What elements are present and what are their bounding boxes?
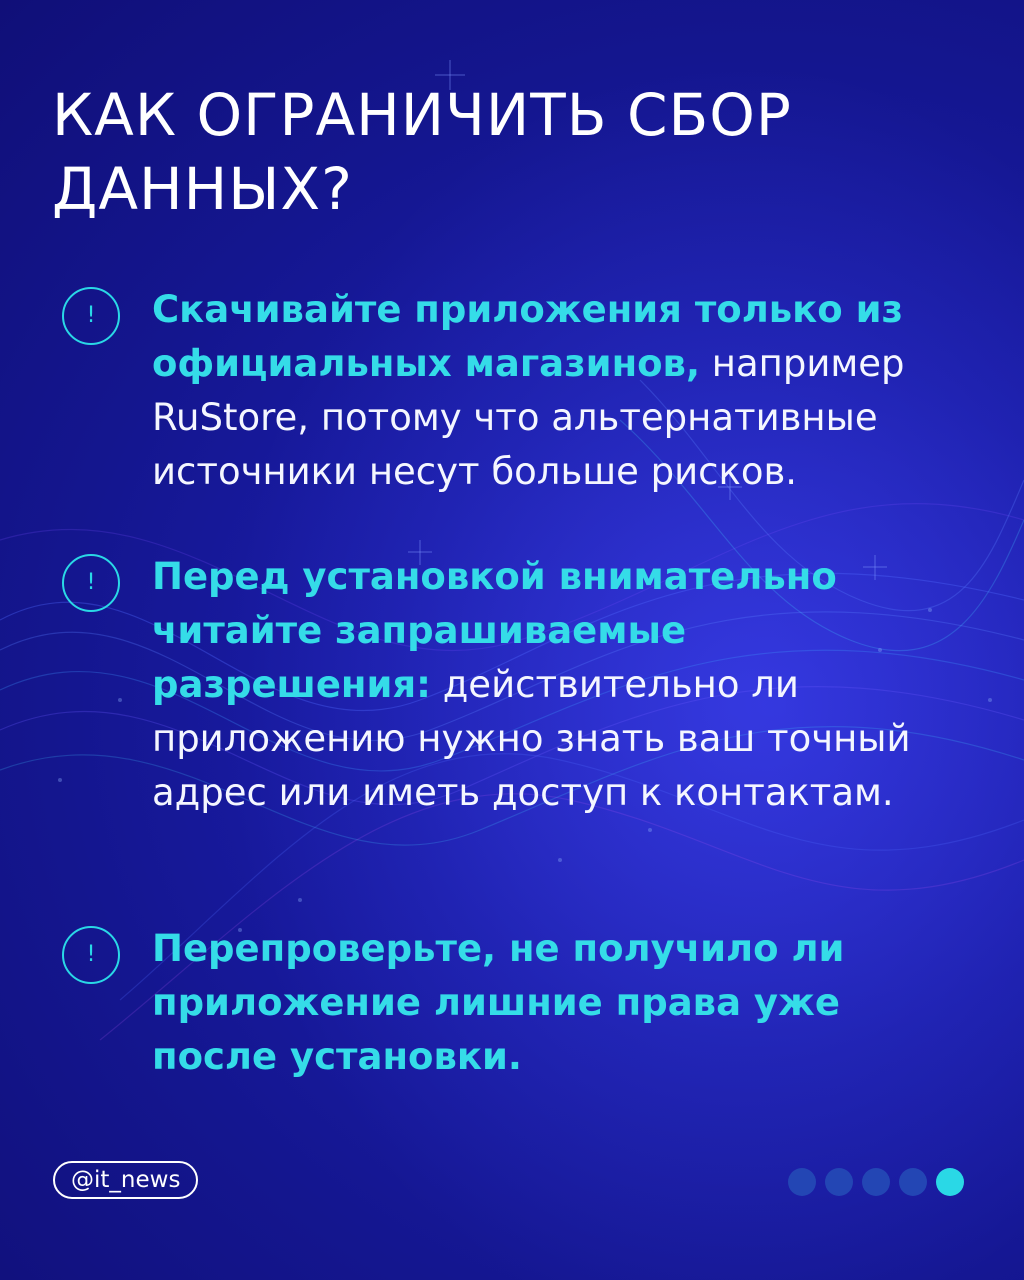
pagination-dot[interactable] bbox=[788, 1168, 816, 1196]
tip-highlight: Скачивайте приложения только из официальных магазинов, bbox=[152, 288, 904, 385]
tip-highlight: Перепроверьте, не получило ли приложение лишние права уже после установки. bbox=[152, 927, 845, 1078]
tip-text bbox=[152, 922, 967, 1084]
pagination-dot-active[interactable] bbox=[936, 1168, 964, 1196]
pagination-dot[interactable] bbox=[899, 1168, 927, 1196]
pagination-dot[interactable] bbox=[862, 1168, 890, 1196]
pagination-dot[interactable] bbox=[825, 1168, 853, 1196]
exclamation-icon: ! bbox=[62, 287, 120, 345]
tip-text bbox=[152, 550, 967, 820]
tip-highlight: Перед установкой внимательно читайте запрашиваемые разрешения: bbox=[152, 555, 837, 706]
tip-body: например RuStore, потому что альтернативные источники несут больше рисков. bbox=[152, 342, 905, 493]
page-title: КАК ОГРАНИЧИТЬ СБОР ДАННЫХ? bbox=[52, 81, 792, 223]
exclamation-icon: ! bbox=[62, 554, 120, 612]
account-handle-badge[interactable]: @it_news bbox=[53, 1161, 198, 1199]
exclamation-icon: ! bbox=[62, 926, 120, 984]
tip-body: действительно ли приложению нужно знать ваш точный адрес или иметь доступ к контактам. bbox=[152, 663, 911, 814]
tip-text bbox=[152, 283, 967, 499]
carousel-pagination bbox=[788, 1168, 964, 1196]
